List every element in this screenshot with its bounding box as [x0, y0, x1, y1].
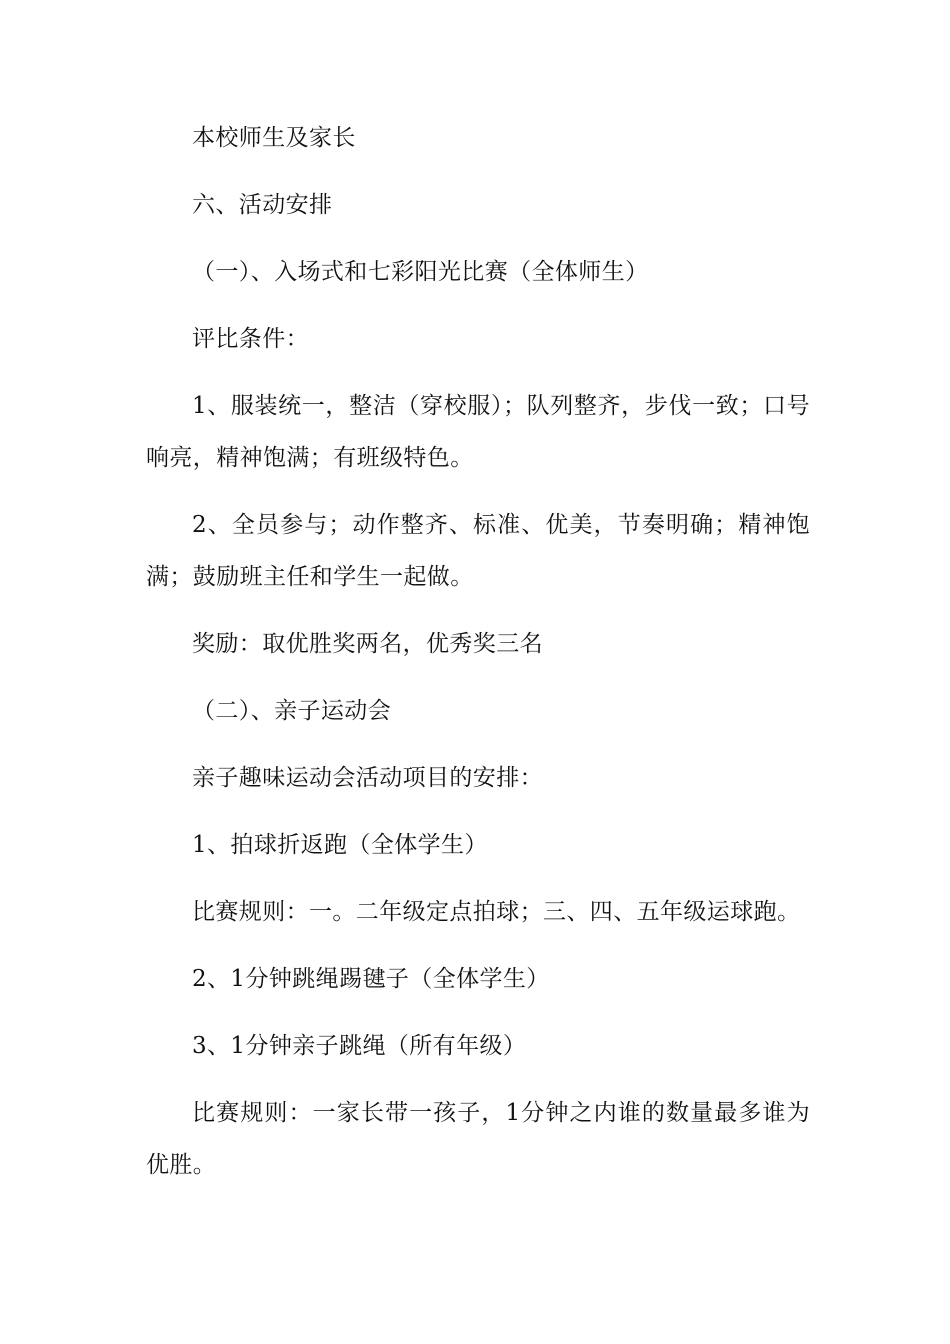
paragraph-audience: 本校师生及家长	[192, 125, 356, 151]
paragraph-criteria-1: 1、服装统一，整洁（穿校服）；队列整齐，步伐一致；口号响亮，精神饱满；有班级特色。	[146, 393, 810, 471]
paragraph-event-3: 3、1分钟亲子跳绳（所有年级）	[192, 1033, 527, 1059]
subheading-parent-child-games: （二）、亲子运动会	[192, 698, 392, 724]
document-body	[146, 112, 810, 1191]
heading-activity-arrangement: 六、活动安排	[192, 192, 333, 218]
paragraph-criteria-title: 评比条件：	[192, 326, 309, 352]
paragraph-criteria-2: 2、全员参与；动作整齐、标准、优美，节奏明确；精神饱满；鼓励班主任和学生一起做。	[146, 512, 810, 590]
paragraph-event-2: 2、1分钟跳绳踢毽子（全体学生）	[192, 966, 550, 992]
paragraph-event-3-rules: 比赛规则：一家长带一孩子，1分钟之内谁的数量最多谁为优胜。	[146, 1100, 810, 1178]
paragraph-games-intro: 亲子趣味运动会活动项目的安排：	[192, 765, 543, 791]
paragraph-event-1: 1、拍球折返跑（全体学生）	[192, 832, 488, 858]
subheading-opening-ceremony: （一）、入场式和七彩阳光比赛（全体师生）	[192, 259, 649, 285]
paragraph-event-1-rules: 比赛规则：一。二年级定点拍球；三、四、五年级运球跑。	[192, 899, 801, 925]
paragraph-awards: 奖励：取优胜奖两名，优秀奖三名	[192, 631, 543, 657]
